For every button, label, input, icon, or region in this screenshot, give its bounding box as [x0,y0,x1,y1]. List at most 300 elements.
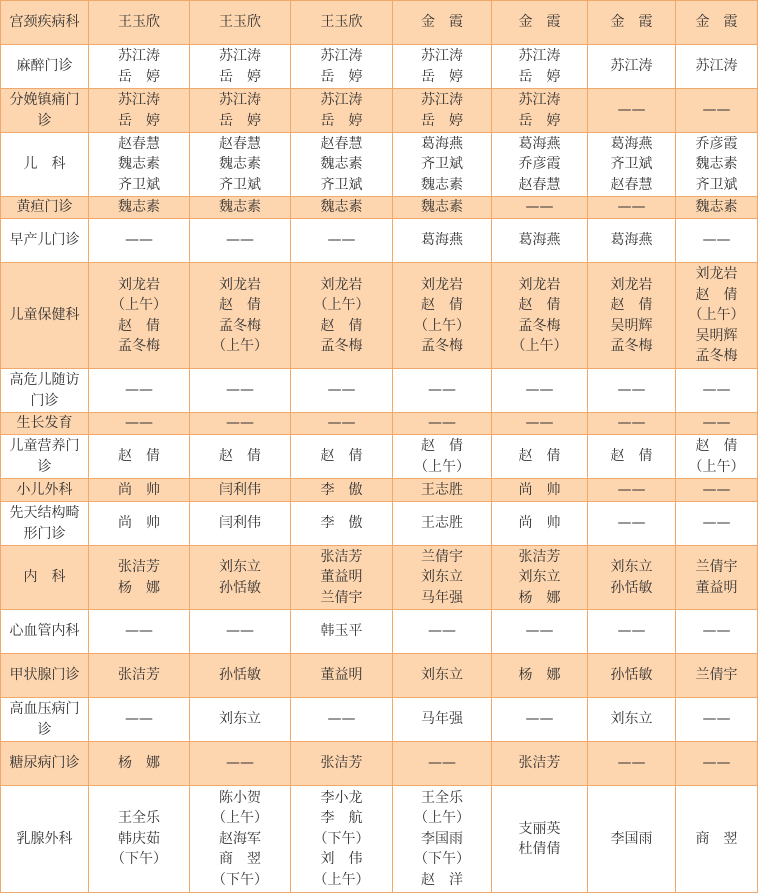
dept-label: 分娩镇痛门诊 [9,91,80,129]
header-label: 金 霞 [518,14,561,31]
header-doctor-cell [190,1,291,45]
schedule-cell [190,413,291,435]
doctor-name: —— [617,481,646,498]
schedule-cell [393,502,492,546]
doctor-name: 刘东立 [421,569,463,586]
header-label: 王玉欣 [118,14,160,31]
schedule-cell [676,197,758,219]
schedule-cell [89,133,190,197]
schedule-cell [190,610,291,654]
doctor-name: 兰倩宇 [421,548,463,565]
schedule-cell [190,742,291,786]
doctor-name: 尚 帅 [118,481,160,498]
dept-label: 内 科 [23,569,66,585]
doctor-name: 赵 倩 [320,317,363,334]
doctor-name: 张洁芳 [518,548,561,565]
schedule-cell [588,654,676,698]
doctor-name: 魏志素 [118,156,160,173]
schedule-cell [393,435,492,479]
doctor-name: 李小龙 [320,789,363,806]
schedule-cell [393,546,492,610]
doctor-name: 孟冬梅 [518,317,561,334]
schedule-cell [89,45,190,89]
doctor-name: 刘东立 [518,569,561,586]
doctor-name: 苏江涛 [320,48,363,64]
schedule-cell [492,479,588,502]
schedule-cell [89,369,190,413]
doctor-name: 闫利伟 [219,481,261,498]
doctor-name: 葛海燕 [421,135,463,152]
table-row [1,546,758,610]
doctor-name: 魏志素 [320,199,363,216]
schedule-cell [190,369,291,413]
schedule-cell [676,546,758,610]
dept-cell [1,742,89,786]
dept-cell [1,546,89,610]
schedule-cell [393,610,492,654]
doctor-name: —— [702,102,731,119]
schedule-cell [492,742,588,786]
doctor-name: 葛海燕 [518,135,561,152]
schedule-cell [492,698,588,742]
dept-cell [1,786,89,893]
dept-cell [1,413,89,435]
doctor-name: —— [525,623,554,640]
table-row [1,263,758,369]
table-row [1,786,758,893]
schedule-cell [492,197,588,219]
doctor-name: —— [428,755,456,772]
doctor-name: 魏志素 [219,156,261,173]
schedule-cell [676,698,758,742]
dept-cell [1,502,89,546]
doctor-name: 苏江涛 [421,92,463,108]
schedule-cell [393,197,492,219]
doctor-name: （下午） [111,851,167,868]
schedule-cell [291,263,393,369]
doctor-name: 岳 婷 [320,112,363,129]
dept-label: 高血压病门诊 [9,700,80,738]
doctor-name: 商 翌 [219,851,261,868]
schedule-cell [588,698,676,742]
doctor-name: —— [617,102,646,119]
doctor-name: 孟冬梅 [610,338,653,354]
doctor-name: —— [525,711,554,728]
schedule-cell [190,263,291,369]
doctor-name: 孙恬敏 [610,579,653,596]
doctor-name: 王全乐 [118,810,160,827]
doctor-name: 赵春慧 [610,176,653,193]
doctor-name: 刘龙岩 [320,276,363,293]
schedule-cell [89,479,190,502]
table-row [1,133,758,197]
schedule-cell [89,546,190,610]
doctor-name: 兰倩宇 [695,667,738,684]
schedule-cell [89,786,190,893]
doctor-name: —— [428,623,456,640]
dept-label: 甲状腺门诊 [9,667,80,683]
doctor-name: （上午） [688,307,745,324]
schedule-cell [492,413,588,435]
doctor-name: 王全乐 [421,789,463,806]
schedule-cell [89,654,190,698]
schedule-cell [676,219,758,263]
schedule-cell [588,610,676,654]
doctor-name: —— [702,382,731,399]
doctor-name: 刘龙岩 [610,276,653,293]
doctor-name: （下午） [212,871,268,888]
header-label: 王玉欣 [320,14,363,31]
header-doctor-cell [588,1,676,45]
doctor-name: 赵春慧 [118,135,160,152]
doctor-name: 苏江涛 [610,58,653,75]
doctor-name: （上午） [511,338,568,354]
schedule-cell [588,197,676,219]
schedule-cell [291,89,393,133]
doctor-name: —— [702,623,731,640]
doctor-name: 董益明 [320,667,363,684]
doctor-name: 刘东立 [219,559,261,575]
doctor-name: 孟冬梅 [421,338,463,354]
schedule-cell [588,479,676,502]
doctor-name: 葛海燕 [610,135,653,152]
schedule-cell [676,89,758,133]
doctor-name: 刘东立 [610,559,653,575]
schedule-cell [291,786,393,893]
doctor-name: 孟冬梅 [219,317,261,334]
schedule-cell [291,698,393,742]
schedule-cell [588,89,676,133]
header-dept-cell [1,1,89,45]
table-row [1,45,758,89]
doctor-name: （上午） [212,338,268,354]
schedule-cell [588,502,676,546]
doctor-name: 张洁芳 [518,755,561,772]
doctor-name: （下午） [313,830,370,847]
doctor-name: 齐卫斌 [610,156,653,173]
schedule-cell [190,219,291,263]
dept-cell [1,133,89,197]
doctor-name: 葛海燕 [610,232,653,249]
doctor-name: 闫利伟 [219,515,261,532]
schedule-cell [393,369,492,413]
doctor-name: 赵春慧 [320,135,363,152]
doctor-name: 赵 倩 [518,448,561,465]
schedule-cell [492,133,588,197]
doctor-name: 苏江涛 [695,58,738,75]
doctor-name: 赵 倩 [219,297,261,313]
doctor-name: 赵 倩 [610,297,653,313]
dept-cell [1,479,89,502]
doctor-name: 张洁芳 [320,755,363,772]
doctor-name: 赵 倩 [421,438,463,454]
doctor-name: —— [125,623,153,640]
doctor-name: 赵 倩 [421,297,463,313]
doctor-name: 李国雨 [421,830,463,847]
schedule-cell [676,45,758,89]
doctor-name: 李 傲 [320,515,363,532]
doctor-name: （下午） [414,851,470,868]
doctor-name: —— [702,415,731,432]
doctor-name: 赵 倩 [219,448,261,465]
dept-cell [1,698,89,742]
doctor-name: 岳 婷 [518,68,561,85]
schedule-cell [89,219,190,263]
schedule-cell [676,742,758,786]
doctor-name: 赵春慧 [518,176,561,193]
schedule-cell [190,133,291,197]
schedule-cell [291,45,393,89]
schedule-cell [291,479,393,502]
doctor-name: 张洁芳 [118,559,160,575]
schedule-cell [492,546,588,610]
dept-label: 黄疸门诊 [16,199,73,215]
header-row [1,1,758,45]
doctor-name: 刘东立 [219,711,261,728]
doctor-name: （上午） [212,810,268,827]
doctor-name: —— [702,232,731,249]
schedule-cell [190,89,291,133]
dept-label: 儿 科 [23,156,66,172]
doctor-name: —— [226,623,254,640]
schedule-cell [676,413,758,435]
dept-label: 高危儿随访门诊 [9,371,80,409]
schedule-cell [190,546,291,610]
schedule-cell [676,133,758,197]
schedule-cell [291,413,393,435]
doctor-name: —— [702,755,731,772]
doctor-name: 赵 倩 [118,317,160,334]
doctor-name: —— [525,415,554,432]
schedule-cell [492,369,588,413]
doctor-name: 赵 倩 [118,448,160,465]
schedule-cell [492,263,588,369]
schedule-cell [588,219,676,263]
doctor-name: 马年强 [421,589,463,606]
schedule-cell [291,742,393,786]
schedule-cell [492,786,588,893]
doctor-name: —— [617,382,646,399]
doctor-name: 韩庆茹 [118,830,160,847]
dept-cell [1,197,89,219]
schedule-cell [393,45,492,89]
doctor-name: 岳 婷 [320,68,363,85]
schedule-cell [291,546,393,610]
doctor-name: 苏江涛 [421,48,463,64]
dept-label: 早产儿门诊 [9,232,80,248]
doctor-name: 齐卫斌 [695,176,738,193]
doctor-name: 苏江涛 [219,48,261,64]
schedule-cell [190,786,291,893]
table-row [1,654,758,698]
doctor-name: —— [617,415,646,432]
doctor-name: 李 航 [320,810,363,827]
doctor-name: 尚 帅 [518,515,561,532]
doctor-name: 苏江涛 [219,92,261,108]
doctor-name: —— [617,199,646,216]
doctor-name: 魏志素 [695,156,738,173]
schedule-cell [393,413,492,435]
schedule-cell [676,435,758,479]
doctor-name: 吴明辉 [610,317,653,334]
schedule-cell [676,786,758,893]
doctor-name: 尚 帅 [518,481,561,498]
doctor-name: —— [327,232,356,249]
table-row [1,89,758,133]
doctor-name: 岳 婷 [118,112,160,129]
doctor-name: （上午） [111,297,167,313]
table-row [1,502,758,546]
header-doctor-cell [89,1,190,45]
doctor-name: 刘东立 [610,711,653,728]
schedule-cell [89,413,190,435]
schedule-cell [393,89,492,133]
schedule-cell [676,479,758,502]
schedule-body [1,1,758,893]
header-label: 金 霞 [695,14,738,31]
schedule-cell [393,786,492,893]
table-row [1,435,758,479]
schedule-cell [190,435,291,479]
schedule-cell [492,435,588,479]
schedule-cell [393,133,492,197]
doctor-name: —— [125,711,153,728]
header-label: 金 霞 [610,14,653,31]
doctor-name: 魏志素 [320,156,363,173]
header-label: 王玉欣 [219,14,261,31]
dept-cell [1,89,89,133]
schedule-cell [190,45,291,89]
doctor-name: —— [125,382,153,399]
schedule-cell [190,698,291,742]
table-row [1,742,758,786]
doctor-name: 尚 帅 [118,515,160,532]
header-label: 金 霞 [421,14,463,31]
doctor-name: 韩玉平 [320,623,363,640]
dept-label: 心血管内科 [9,623,80,639]
dept-cell [1,610,89,654]
schedule-cell [89,742,190,786]
doctor-name: 齐卫斌 [118,176,160,193]
doctor-name: —— [226,232,254,249]
dept-label: 生长发育 [16,415,73,431]
doctor-name: 齐卫斌 [320,176,363,193]
doctor-name: —— [702,711,731,728]
schedule-cell [393,698,492,742]
doctor-name: 商 翌 [695,830,738,847]
doctor-name: —— [226,755,254,772]
doctor-name: 董益明 [320,569,363,586]
dept-label: 儿童营养门诊 [9,437,80,475]
schedule-cell [89,502,190,546]
doctor-name: （上午） [313,297,370,313]
doctor-name: 苏江涛 [118,48,160,64]
doctor-name: —— [617,755,646,772]
schedule-cell [291,610,393,654]
schedule-cell [588,435,676,479]
table-row [1,369,758,413]
schedule-cell [89,89,190,133]
schedule-cell [291,369,393,413]
table-row [1,413,758,435]
doctor-name: 孙恬敏 [610,667,653,684]
schedule-cell [190,502,291,546]
schedule-cell [492,219,588,263]
doctor-name: 赵 洋 [421,871,463,888]
dept-label: 糖尿病门诊 [9,755,80,771]
schedule-cell [588,45,676,89]
schedule-cell [291,435,393,479]
doctor-name: （上午） [688,458,745,475]
doctor-name: 乔彦霞 [695,135,738,152]
doctor-name: —— [617,515,646,532]
schedule-cell [393,219,492,263]
schedule-cell [588,369,676,413]
doctor-name: —— [226,382,254,399]
doctor-name: —— [428,415,456,432]
doctor-name: 孙恬敏 [219,667,261,684]
schedule-cell [393,654,492,698]
schedule-cell [588,413,676,435]
schedule-cell [291,654,393,698]
schedule-cell [190,479,291,502]
header-doctor-cell [393,1,492,45]
doctor-name: 刘龙岩 [695,266,738,283]
table-row [1,479,758,502]
doctor-name: 乔彦霞 [518,156,561,173]
header-doctor-cell [492,1,588,45]
doctor-name: 魏志素 [421,176,463,193]
dept-cell [1,435,89,479]
doctor-name: （上午） [414,317,470,334]
doctor-name: （上午） [313,871,370,888]
table-row [1,698,758,742]
doctor-name: 岳 婷 [421,68,463,85]
doctor-name: 赵 倩 [320,448,363,465]
doctor-name: 赵海军 [219,830,261,847]
doctor-name: 魏志素 [219,199,261,216]
doctor-name: 魏志素 [118,199,160,216]
doctor-name: 葛海燕 [518,232,561,249]
doctor-name: 葛海燕 [421,232,463,249]
doctor-name: 李国雨 [610,830,653,847]
doctor-name: —— [327,382,356,399]
schedule-cell [492,89,588,133]
schedule-cell [492,502,588,546]
doctor-name: —— [226,415,254,432]
schedule-cell [393,263,492,369]
doctor-name: 支丽英 [518,820,561,837]
schedule-cell [676,610,758,654]
schedule-cell [190,197,291,219]
doctor-name: —— [125,415,153,432]
dept-cell [1,263,89,369]
doctor-name: 刘龙岩 [219,276,261,293]
doctor-name: 李 傲 [320,481,363,498]
schedule-cell [676,369,758,413]
doctor-name: 孟冬梅 [118,338,160,354]
schedule-cell [492,654,588,698]
doctor-name: （上午） [414,810,470,827]
doctor-name: 杨 娜 [518,589,561,606]
doctor-name: 董益明 [695,579,738,596]
doctor-name: 王志胜 [421,481,463,498]
dept-cell [1,45,89,89]
header-doctor-cell [676,1,758,45]
schedule-cell [588,742,676,786]
schedule-cell [89,263,190,369]
doctor-name: —— [327,415,356,432]
